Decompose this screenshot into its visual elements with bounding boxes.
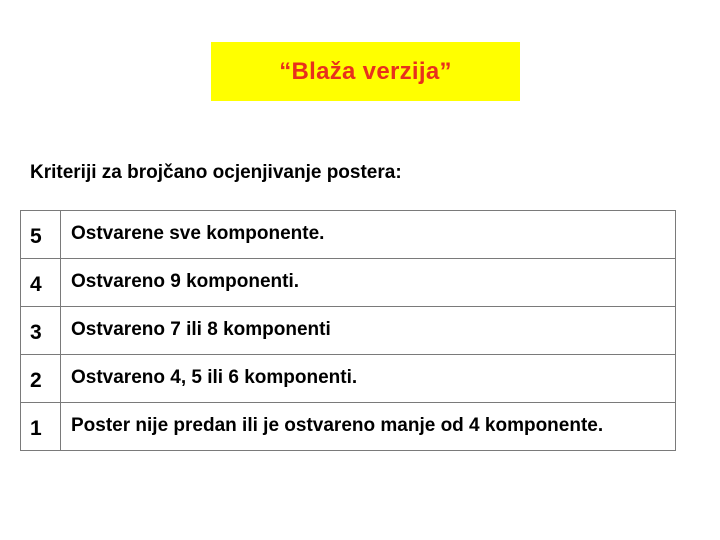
- criterion-cell: Ostvarene sve komponente.: [61, 211, 676, 259]
- criterion-cell: Ostvareno 7 ili 8 komponenti: [61, 307, 676, 355]
- table-row: [21, 355, 676, 403]
- criterion-cell: Ostvareno 9 komponenti.: [61, 259, 676, 307]
- grade-cell: 1: [21, 403, 61, 451]
- grade-cell: 2: [21, 355, 61, 403]
- table-row: [21, 211, 676, 259]
- grade-cell: 5: [21, 211, 61, 259]
- criterion-cell: Ostvareno 4, 5 ili 6 komponenti.: [61, 355, 676, 403]
- table-row: [21, 403, 676, 451]
- grade-cell: 4: [21, 259, 61, 307]
- criterion-cell: Poster nije predan ili je ostvareno manje od 4 komponente.: [61, 403, 676, 451]
- criteria-table: [20, 210, 676, 451]
- grade-cell: 3: [21, 307, 61, 355]
- title-banner: [211, 42, 520, 101]
- criteria-heading: Kriteriji za brojčano ocjenjivanje postera:: [30, 162, 402, 183]
- table-row: [21, 259, 676, 307]
- table-row: [21, 307, 676, 355]
- page-title: “Blaža verzija”: [279, 57, 452, 85]
